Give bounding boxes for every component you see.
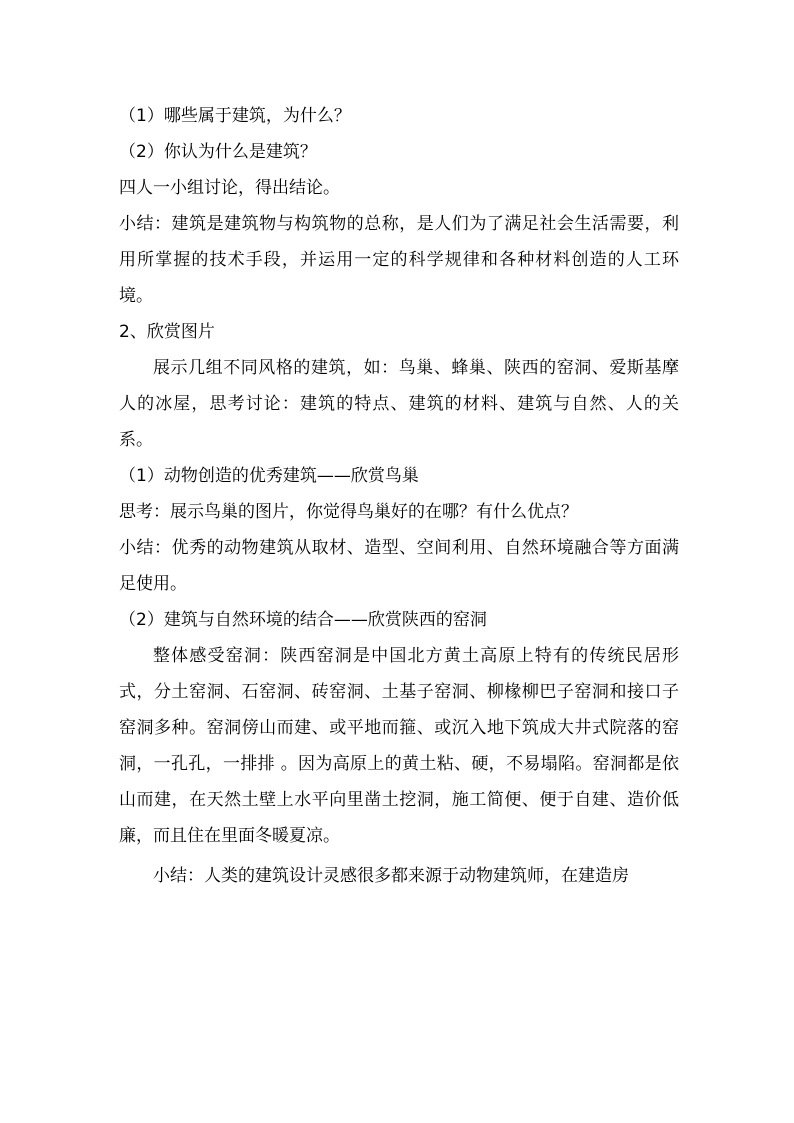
think-birds-nest: 思考：展示鸟巢的图片，你觉得鸟巢好的在哪？有什么优点？ (119, 502, 578, 522)
summary-animal-architecture: 小结：优秀的动物建筑从取材、造型、空间利用、自然环境融合等方面满足使用。 (119, 538, 679, 594)
question-2: （2）你认为什么是建筑？ (119, 142, 317, 162)
question-1: （1）哪些属于建筑，为什么？ (119, 106, 351, 126)
subheading-birds-nest: （1）动物创造的优秀建筑——欣赏鸟巢 (119, 466, 419, 486)
paragraph-show-buildings: 展示几组不同风格的建筑，如：鸟巢、蜂巢、陕西的窑洞、爱斯基摩人的冰屋，思考讨论：建筑的特点、建筑的材料、建筑与自然、人的关系。 (119, 358, 679, 450)
group-discussion: 四人一小组讨论，得出结论。 (119, 178, 340, 198)
summary-architecture-definition: 小结：建筑是建筑物与构筑物的总称，是人们为了满足社会生活需要，利用所掌握的技术手段，并运用一定的科学规律和各种材料创造的人工环境。 (119, 214, 679, 306)
document-body (119, 98, 679, 894)
subheading-cave-dwellings: （2）建筑与自然环境的结合——欣赏陕西的窑洞 (119, 610, 487, 630)
section-heading-appreciate-pictures: 2、欣赏图片 (119, 322, 215, 342)
paragraph-cave-dwellings: 整体感受窑洞：陕西窑洞是中国北方黄土高原上特有的传统民居形式，分土窑洞、石窑洞、砖窑洞、土基子窑洞、柳椽柳巴子窑洞和接口子窑洞多种。窑洞傍山而建、或平地而箍、或沉入地下筑成大井式院落的窑洞，一孔孔，一排排 。因为高原上的黄土粘、硬，不易塌陷。窑洞都是依山而建，在天然土壁上水平向里凿土挖洞，施工简便、便于自建、造价低廉，而且住在里面冬暖夏凉。 (119, 646, 679, 846)
summary-human-design: 小结：人类的建筑设计灵感很多都来源于动物建筑师，在建造房 (153, 866, 629, 886)
